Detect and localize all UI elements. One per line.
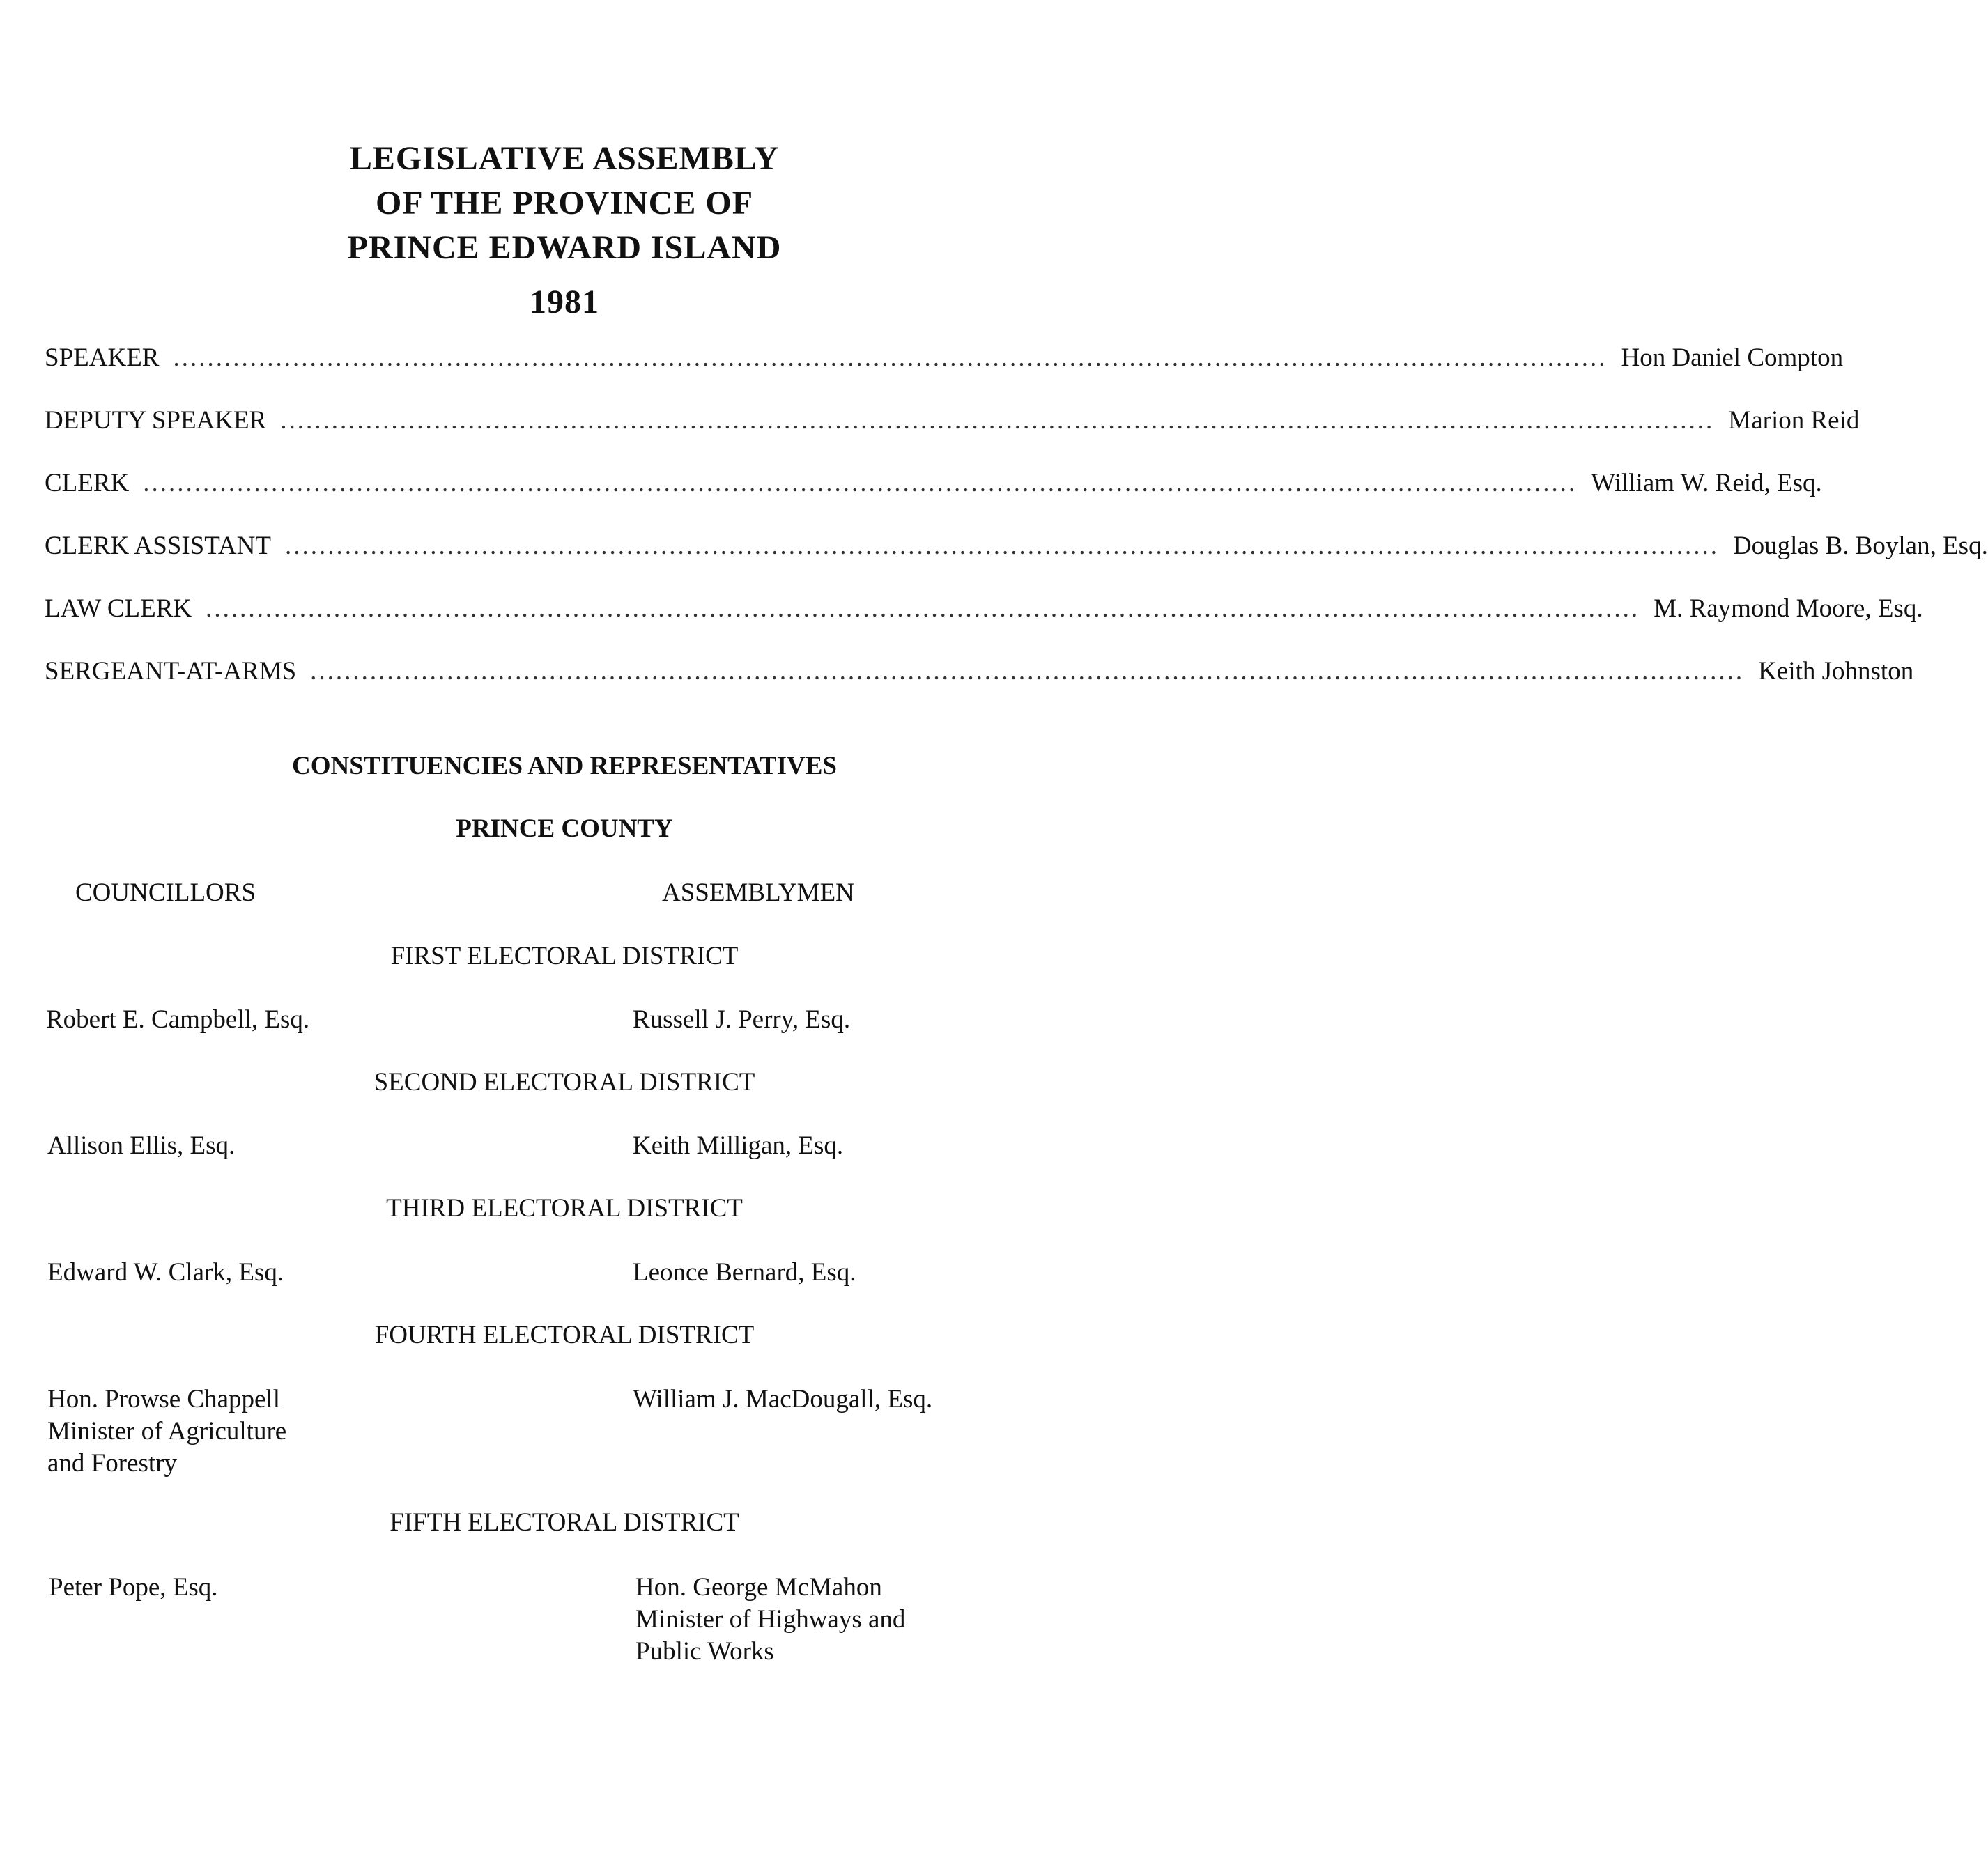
councillor-line: Hon. Prowse Chappell [47, 1385, 280, 1413]
section-heading: CONSTITUENCIES AND REPRESENTATIVES [291, 752, 837, 780]
officer-row [45, 468, 1822, 531]
officer-role: CLERK [45, 469, 130, 497]
district-heading: SECOND ELECTORAL DISTRICT [373, 1068, 755, 1097]
councillor [47, 1384, 286, 1480]
assemblyman-line: Public Works [635, 1637, 774, 1666]
assemblyman [633, 1257, 856, 1289]
officer-holder: Keith Johnston [1758, 657, 1914, 685]
assemblyman-line: Minister of Highways and [635, 1605, 906, 1634]
assemblyman [633, 1130, 843, 1162]
councillor-line: Edward W. Clark, Esq. [47, 1258, 284, 1287]
officer-row [45, 594, 1923, 656]
district-heading: THIRD ELECTORAL DISTRICT [386, 1194, 743, 1223]
title-line-2: OF THE PROVINCE OF [375, 185, 754, 222]
district-heading: FIRST ELECTORAL DISTRICT [390, 942, 739, 970]
councillors-column-heading: COUNCILLORS [75, 878, 256, 907]
officer-role: LAW CLERK [45, 594, 192, 623]
assemblyman-line: Hon. George McMahon [635, 1573, 882, 1602]
county-heading: PRINCE COUNTY [456, 814, 673, 843]
dot-leader: ........................................................................................................................................................................ [173, 343, 1608, 372]
councillor-line: and Forestry [47, 1449, 177, 1478]
dot-leader: ........................................................................................................................................................................ [143, 469, 1578, 497]
dot-leader: ........................................................................................................................................................................ [206, 594, 1640, 623]
district-heading: FIFTH ELECTORAL DISTRICT [390, 1508, 739, 1537]
assemblyman [635, 1572, 905, 1668]
title-block [0, 137, 1129, 325]
councillor-line: Allison Ellis, Esq. [47, 1131, 236, 1160]
assemblyman-line: Keith Milligan, Esq. [633, 1131, 844, 1160]
dot-leader: ........................................................................................................................................................................ [284, 532, 1719, 560]
assemblymen-column-heading: ASSEMBLYMEN [662, 878, 854, 907]
assemblyman-line: Leonce Bernard, Esq. [633, 1258, 856, 1287]
assemblyman [633, 1004, 850, 1036]
officer-row [45, 405, 1860, 468]
officers-list [45, 343, 1988, 719]
officer-role: SPEAKER [45, 343, 160, 372]
councillor-line: Peter Pope, Esq. [49, 1573, 218, 1602]
dot-leader: ........................................................................................................................................................................ [310, 657, 1745, 685]
councillor [46, 1004, 309, 1036]
officer-row [45, 656, 1914, 719]
councillor [47, 1130, 235, 1162]
title-line-1: LEGISLATIVE ASSEMBLY [349, 140, 780, 177]
officer-role: DEPUTY SPEAKER [45, 406, 267, 435]
title-line-3: PRINCE EDWARD ISLAND [347, 229, 782, 266]
officer-row [45, 343, 1844, 405]
assemblyman-line: Russell J. Perry, Esq. [633, 1005, 851, 1034]
councillor [49, 1572, 218, 1604]
officer-holder: Marion Reid [1728, 406, 1860, 435]
title-year: 1981 [530, 284, 599, 320]
officer-holder: M. Raymond Moore, Esq. [1654, 594, 1923, 623]
officer-holder: Hon Daniel Compton [1621, 343, 1844, 372]
officer-role: CLERK ASSISTANT [45, 532, 271, 560]
district-heading: FOURTH ELECTORAL DISTRICT [374, 1321, 755, 1349]
assemblyman [633, 1384, 932, 1416]
councillor-line: Minister of Agriculture [47, 1417, 287, 1446]
officer-row [45, 531, 1988, 594]
assemblyman-line: William J. MacDougall, Esq. [633, 1385, 933, 1413]
officer-holder: William W. Reid, Esq. [1591, 469, 1822, 497]
councillor [47, 1257, 284, 1289]
officer-holder: Douglas B. Boylan, Esq. [1732, 532, 1988, 560]
councillor-line: Robert E. Campbell, Esq. [46, 1005, 310, 1034]
officer-role: SERGEANT-AT-ARMS [45, 657, 297, 685]
dot-leader: ........................................................................................................................................................................ [280, 406, 1715, 435]
